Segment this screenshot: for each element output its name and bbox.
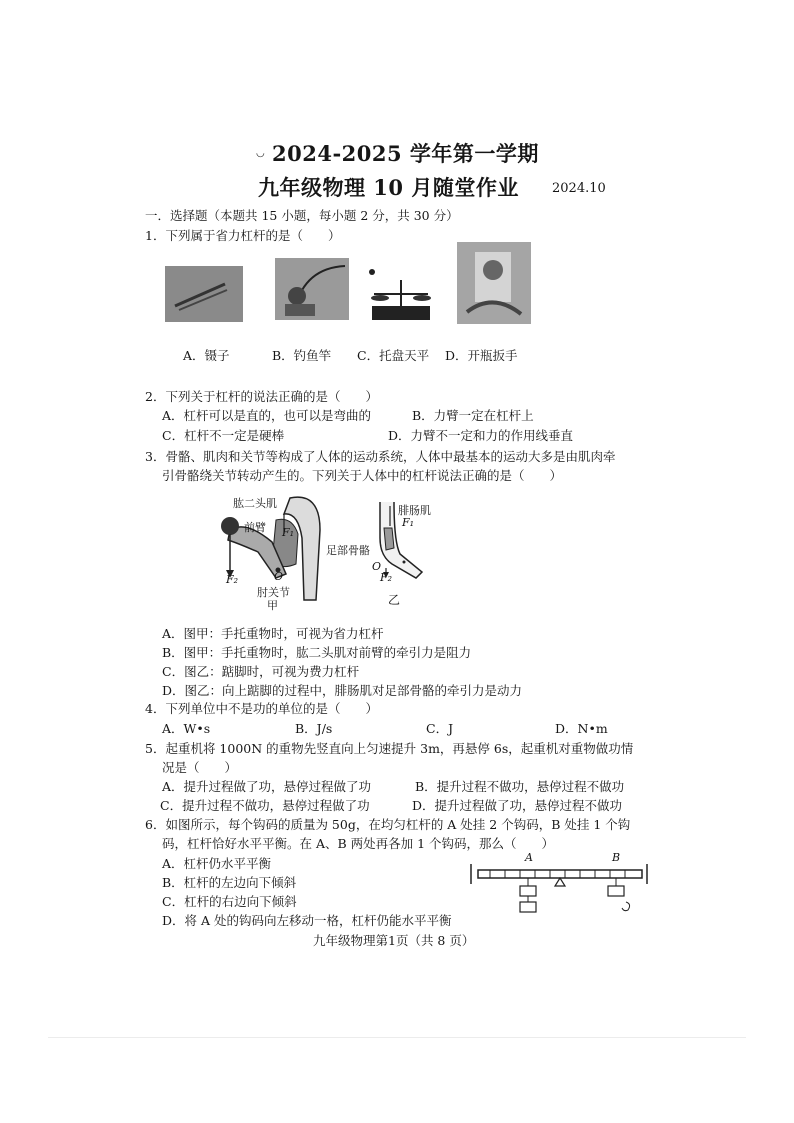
fig-yi-name: 乙: [388, 593, 401, 607]
q1-option-a: A．镊子: [183, 348, 230, 363]
fig-jia-f2-label: F₂: [226, 573, 239, 586]
q5-stem-line1: 5．起重机将 1000N 的重物先竖直向上匀速提升 3m，再悬停 6s，起重机对重物做功情: [145, 741, 634, 756]
q2-option-c: C．杠杆不一定是硬棒: [162, 428, 285, 443]
page-title: 九年级物理 10 月随堂作业: [258, 175, 519, 200]
q6-option-d: D．将 A 处的钩码向左移动一格，杠杆仍能水平平衡: [162, 913, 452, 928]
q6-option-c: C．杠杆的右边向下倾斜: [162, 894, 297, 909]
q6-stem-line1: 6．如图所示，每个钩码的质量为 50g，在均匀杠杆的 A 处挂 2 个钩码，B 处挂 1 个钩: [145, 817, 631, 832]
fishing-rod-photo: [275, 258, 349, 320]
fig-jia-name: 甲: [267, 599, 278, 612]
q4-option-d: D．N•m: [555, 721, 608, 736]
q2-option-d: D．力臂不一定和力的作用线垂直: [388, 428, 574, 443]
fig-jia-joint-label: 肘关节: [257, 586, 290, 599]
q4-stem: 4．下列单位中不是功的单位的是（ ）: [145, 701, 378, 716]
q4-option-b: B．J/s: [295, 721, 333, 736]
balance-scale-photo: [366, 266, 436, 322]
lever-label-b: B: [612, 851, 621, 864]
bottle-opener-photo: [457, 242, 531, 324]
q3-stem-line2: 引骨骼绕关节转动产生的。下列关于人体中的杠杆说法正确的是（ ）: [162, 468, 563, 483]
q5-stem-line2: 况是（ ）: [162, 760, 238, 775]
q1-option-b: B．钓鱼竿: [272, 348, 332, 363]
q3-option-c: C．图乙：踮脚时，可视为费力杠杆: [162, 664, 360, 679]
q5-option-a: A．提升过程做了功，悬停过程做了功: [162, 779, 372, 794]
scan-mark: ◡: [256, 148, 265, 159]
lever-figure: [468, 850, 650, 920]
q2-stem: 2．下列关于杠杆的说法正确的是（ ）: [145, 389, 378, 404]
date-label: 2024.10: [552, 181, 606, 196]
page-footer: 九年级物理第1页（共 8 页）: [313, 933, 475, 948]
q3-option-a: A．图甲：手托重物时，可视为省力杠杆: [162, 626, 384, 641]
fig-jia-o-label: O: [274, 570, 284, 583]
fig-yi-f2-label: F₂: [380, 571, 393, 584]
q2-option-a: A．杠杆可以是直的，也可以是弯曲的: [162, 408, 372, 423]
q6-stem-line2: 码，杠杆恰好水平平衡。在 A、B 两处再各加 1 个钩码，那么（ ）: [162, 836, 555, 851]
q1-stem: 1．下列属于省力杠杆的是（ ）: [145, 228, 341, 243]
q5-option-c: C．提升过程不做功，悬停过程做了功: [160, 798, 370, 813]
term-title: 2024-2025 学年第一学期: [272, 141, 539, 166]
q5-option-b: B．提升过程不做功，悬停过程不做功: [415, 779, 625, 794]
q3-stem-line1: 3．骨骼、肌肉和关节等构成了人体的运动系统，人体中最基本的运动大多是由肌肉牵: [145, 449, 616, 464]
fig-yi-bone-label: 足部骨骼: [326, 544, 370, 557]
fig-jia-forearm-label: 前臂: [244, 521, 266, 534]
fig-yi-o-label: O: [372, 560, 382, 573]
q4-option-c: C．J: [426, 721, 454, 736]
q1-option-c: C．托盘天平: [357, 348, 430, 363]
fig-yi-f1-label: F₁: [402, 516, 415, 529]
fig-yi-muscle-label: 腓肠肌: [398, 504, 431, 517]
q4-option-a: A．W•s: [162, 721, 211, 736]
q3-option-b: B．图甲：手托重物时，肱二头肌对前臂的牵引力是阻力: [162, 645, 472, 660]
section-heading: 一．选择题（本题共 15 小题，每小题 2 分，共 30 分）: [145, 208, 459, 223]
lever-label-a: A: [525, 851, 533, 864]
fig-jia-f1-label: F₁: [282, 526, 295, 539]
tweezers-photo: [165, 266, 243, 322]
q6-option-a: A．杠杆仍水平平衡: [162, 856, 272, 871]
fig-jia-muscle-label: 肱二头肌: [233, 497, 277, 510]
q3-option-d: D．图乙：向上踮脚的过程中，腓肠肌对足部骨骼的牵引力是动力: [162, 683, 523, 698]
page-divider: [48, 1037, 746, 1038]
q6-option-b: B．杠杆的左边向下倾斜: [162, 875, 297, 890]
q2-option-b: B．力臂一定在杠杆上: [412, 408, 534, 423]
q1-option-d: D．开瓶扳手: [445, 348, 518, 363]
q5-option-d: D．提升过程做了功，悬停过程不做功: [412, 798, 623, 813]
